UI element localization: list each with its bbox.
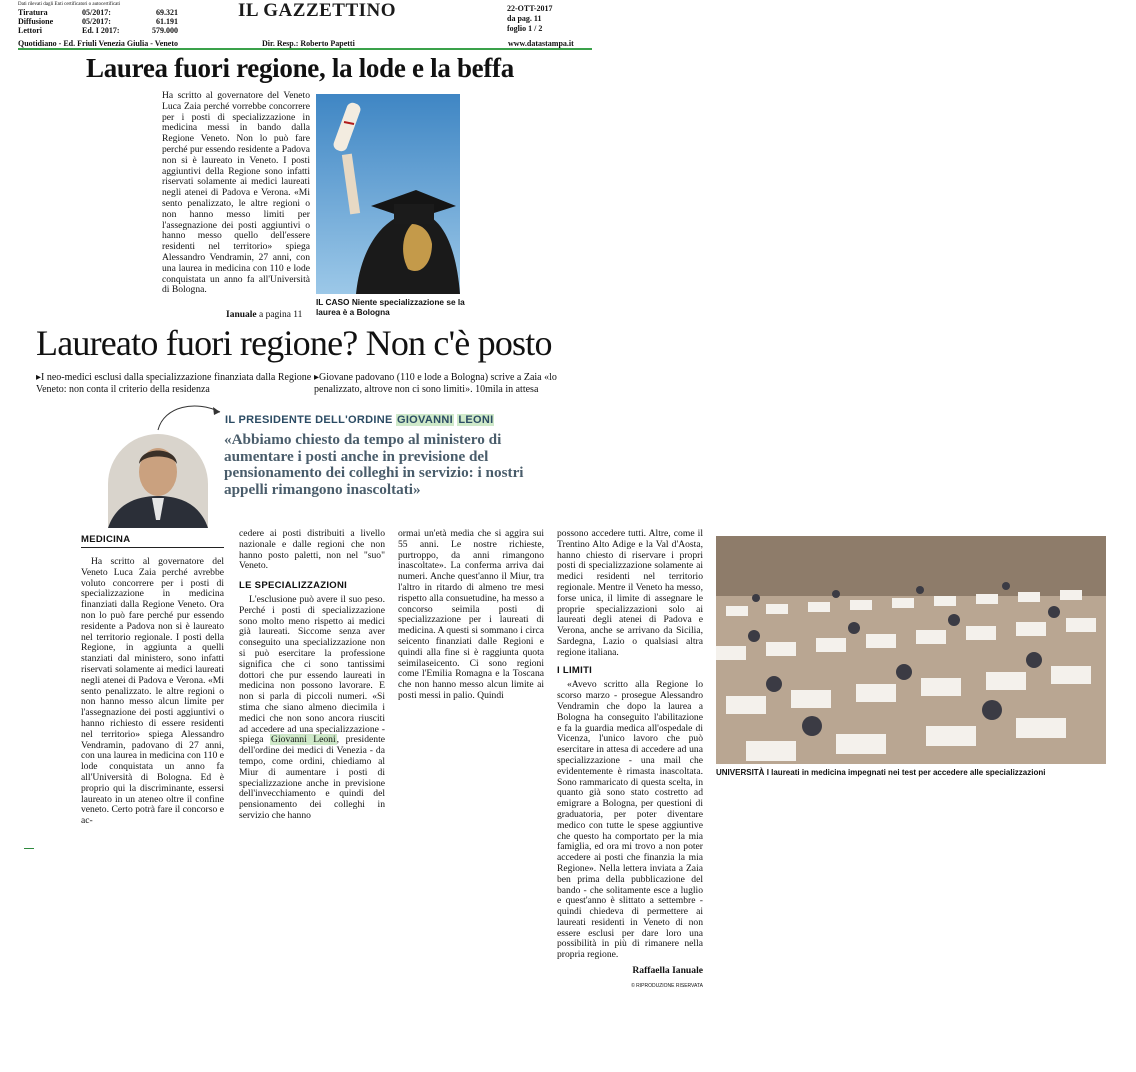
exam-hall-photo [716, 536, 1106, 764]
col4-text-b: «Avevo scritto alla Regione lo scorso marzo - prosegue Alessandro Vendramin che dopo la laurea a Bologna ha conseguito l'abilitazione e fa la guardia medica all'ospedale di Vicenza, l'unico lavoro che può esercitare in attesa di accedere ad una specializzazione - una mail che evidentemente è rimasta inascoltata. Sono rammaricato di questa scelta, in quanto già sono stato costretto ad emigrare a Bologna, per questioni di graduatoria, per poter diventare medico con tutte le spese aggiuntive che questo ha comportato per la mia famiglia, ed ora mi trovo a non poter accedere ai posti che finanzia la mia Regione». Nella lettera inviata a Zaia ben prima della pubblicazione del bando - che solitamente esce a luglio e quest'anno è slittato a settembre - quindi chiedeva di permettere ai laureati residenti in Veneto di non essere esclusi per dare loro una possibilità in più di rimanere nella propria regione. [557, 679, 703, 961]
ref-author: Ianuale [226, 310, 257, 320]
col2-text-a: cedere ai posti distribuiti a livello nazionale e dalle regioni che non hanno posto paletti, non nel "suo" Veneto. [239, 528, 385, 572]
website-link[interactable]: www.datastampa.it [508, 39, 574, 48]
caption-text: Niente specializzazione se la laurea è a Bologna [316, 297, 465, 317]
article-headline: Laureato fuori regione? Non c'è posto [36, 323, 552, 363]
ref-page: a pagina 11 [259, 310, 303, 320]
section-rule [81, 547, 224, 548]
byline: Raffaella Ianuale [632, 965, 703, 977]
col2-name-highlight: Giovanni Leoni [271, 734, 336, 746]
quote-name-last: LEONI [458, 414, 494, 426]
margin-mark [24, 848, 34, 849]
col2-heading: LE SPECIALIZZAZIONI [239, 580, 348, 592]
lettori-value: 579.000 [152, 26, 178, 35]
article-column-3 [398, 529, 544, 702]
portrait-photo [108, 434, 208, 528]
article-column-2 [239, 529, 385, 822]
press-stats [18, 2, 198, 35]
edition-line: Quotidiano - Ed. Friuli Venezia Giulia - Veneto [18, 39, 179, 48]
col4-text-a: possono accedere tutti. Altre, come il Trentino Alto Adige e la Val d'Aosta, hanno chiesto di riservare i propri posti di specializzazione solamente ai medici residenti nel territorio regionale. Mentre il Veneto ha messo, forse unica, il limite di assegnare le proprie specializzazioni solo ai laureati degli atenei di Padova e Verona, anche se arrivano da Sicilia, Sardegna, Lazio o qualsiasi altra regione italiana. [557, 528, 703, 658]
quote-name-first: GIOVANNI [396, 414, 453, 426]
header-divider [18, 48, 592, 50]
subheading-left: ▸I neo-medici esclusi dalla specializzazione finanziata dalla Regione Veneto: non conta il criterio della residenza [36, 372, 312, 395]
tiratura-value: 69.321 [156, 8, 178, 17]
director-line: Dir. Resp.: Roberto Papetti [262, 39, 355, 48]
exam-caption-kicker: UNIVERSITÀ [716, 768, 765, 777]
col1-text: Ha scritto al governatore del Veneto Luca Zaia perché avrebbe voluto concorrere per i posti di specializzazione in medicina finanziati dalla Regione Veneto. Ora non lo può fare perché pur essendo residente a Padova non si è laureato nel territorio regionale. I posti della Regione, in aggiunta a quelli stanziati dal ministero, sono infatti riservati solamente ai medici laureati negli atenei di Padova e Verona. «Mi sento penalizzato. le altre regioni o non hanno messo alcun limite per l'assegnazione dei posti aggiuntivi o hanno richiesto di essere residenti nel territorio» spiega Alessandro Vendramin, padovano di 27 anni, con una laurea in medicina con 110 e lode conquistata un anno fa all'Università di Bologna. Ed è proprio qui la discriminante, essersi laureato in un ateneo oltre il confine veneto. Certo potrà fare il concorso e ac- [81, 556, 224, 827]
issue-info [507, 4, 597, 34]
front-headline: Laurea fuori regione, la lode e la beffa [86, 53, 514, 83]
col4-heading: I LIMITI [557, 664, 593, 676]
exam-photo-caption [716, 768, 1116, 777]
front-caption [316, 297, 466, 317]
tiratura-label: Tiratura [18, 8, 48, 17]
diffusione-value: 61.191 [156, 17, 178, 26]
sheet-number: foglio 1 / 2 [507, 24, 543, 33]
lettori-date: Ed. I 2017: [82, 26, 120, 35]
col2-text-b2: , presidente dell'ordine dei medici di Venezia - da tempo, come ordini, chiediamo al Miur di aumentare i posti di specializzazione anche in previsione dell'invecchiamento e quindi del pensionamento dei colleghi in servizio che hanno [239, 734, 385, 821]
front-intro: Ha scritto al governatore del Veneto Luca Zaia perché vorrebbe concorrere per i posti di specializzazione in medicina messi in bando dalla Regione Veneto. Non lo può fare perché pur essendo residente a Padova non si è laureato in Veneto. I posti aggiuntivi della Regione sono infatti riservati solamente ai medici laureati negli atenei di Padova e Verona. «Mi sento penalizzato, le altre regioni o non hanno messo limiti per l'assegnazione dei posti aggiuntivi o hanno messo quello dell'essere residenti nel territorio» spiega Alessandro Vendramin, 27 anni, con una laurea in medicina con 110 e lode conquistata un anno fa all'Università di Bologna. [162, 90, 310, 296]
diffusione-label: Diffusione [18, 17, 54, 26]
caption-kicker: IL CASO [316, 297, 350, 307]
quote-role: IL PRESIDENTE DELL'ORDINE [225, 414, 393, 426]
subheading-right: ▸Giovane padovano (110 e lode a Bologna) scrive a Zaia «lo penalizzato, altrove non ci sono limiti». 10mila in attesa [314, 372, 557, 395]
arrow-icon [150, 396, 230, 436]
issue-date: 22-OTT-2017 [507, 4, 553, 13]
diffusione-row [18, 17, 198, 26]
article-column-4 [557, 529, 703, 992]
col2-paragraph [239, 595, 385, 822]
article-column-1 [81, 557, 224, 827]
section-label: MEDICINA [81, 534, 131, 545]
quote-attribution [225, 414, 494, 426]
tiratura-row [18, 8, 198, 17]
source-note: Dati rilevati dagli Enti certificatori o autocertificati [18, 2, 121, 7]
page-reference [226, 310, 302, 320]
lettori-label: Lettori [18, 26, 42, 35]
diffusione-date: 05/2017: [82, 17, 111, 26]
exam-caption-text: I laureati in medicina impegnati nei test per accedere alle specializzazioni [766, 768, 1046, 777]
lettori-row [18, 26, 198, 35]
col2-text-b1: L'esclusione può avere il suo peso. Perché i posti di specializzazione sono molto meno rispetto ai medici già laureati. Siccome senza aver conseguito una specializzazione non si può esercitare la professione significa che ci sono tantissimi dottori che pur essendo laureati in medicina non possono lavorare. E non si parla di piccoli numeri. «Si stima che siano almeno diecimila i medici che non sono ancora riusciti ad accedere ad una specializzazione - spiega [239, 593, 385, 746]
pull-quote: «Abbiamo chiesto da tempo al ministero di aumentare i posti anche in previsione del pensionamento dei colleghi in servizio: i nostri appelli rimangono inascoltati» [224, 431, 524, 498]
copyright-note: © RIPRODUZIONE RISERVATA [631, 982, 703, 989]
graduate-photo [316, 94, 460, 294]
masthead: IL GAZZETTINO [238, 0, 397, 21]
col3-text: ormai un'età media che si aggira sui 55 anni. Le nostre richieste, purtroppo, da anni rimangono inascoltate». La conferma arriva dai numeri. Anche quest'anno il Miur, tra l'altro in ritardo di almeno tre mesi rispetto alla consuetudine, ha messo a concorso seimila posti di specializzazione per i laureati di medicina. A questi si sommano i circa seicento finanziati dalle Regioni e quindi alla fine si è raggiunta quota seimilaseicento. Ci sono regioni come l'Emilia Romagna e la Toscana che non hanno messo alcun limite ai posti messi in palio. Quindi [398, 528, 544, 701]
tiratura-date: 05/2017: [82, 8, 111, 17]
page-ref: da pag. 11 [507, 14, 542, 23]
